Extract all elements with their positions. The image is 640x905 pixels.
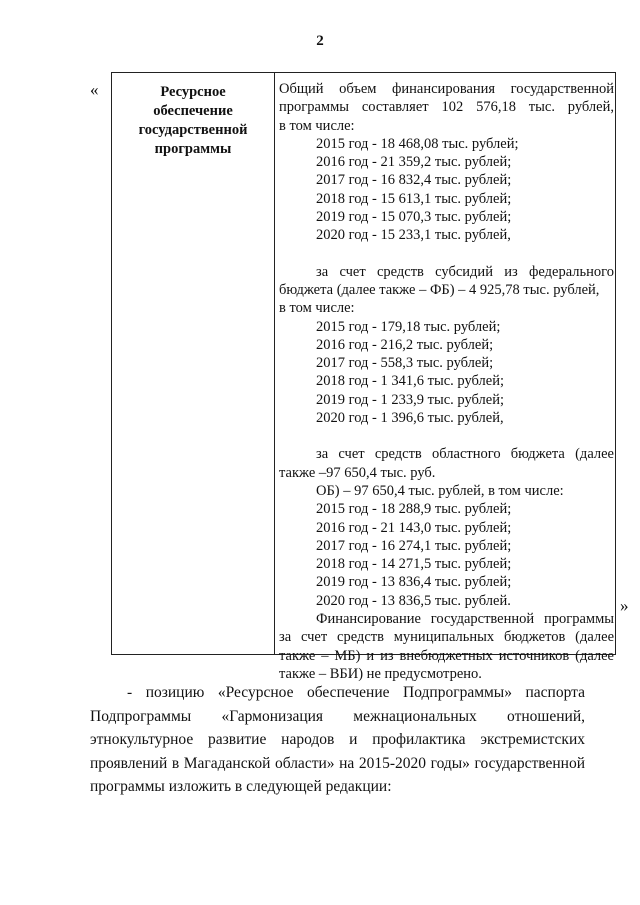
year-line: 2015 год - 18 288,9 тыс. рублей; bbox=[316, 501, 512, 518]
year-line: 2020 год - 13 836,5 тыс. рублей. bbox=[316, 592, 511, 609]
amendment-paragraph bbox=[90, 681, 585, 799]
regional-line: также –97 650,4 тыс. руб. bbox=[279, 464, 436, 481]
page-number: 2 bbox=[316, 33, 324, 49]
regional-line: ОБ) – 97 650,4 тыс. рублей, в том числе: bbox=[316, 482, 564, 499]
total-line: в том числе: bbox=[279, 117, 355, 134]
year-line: 2015 год - 179,18 тыс. рублей; bbox=[316, 318, 501, 335]
year-line: 2020 год - 15 233,1 тыс. рублей, bbox=[316, 227, 511, 244]
heading-line: программы bbox=[154, 141, 232, 157]
year-line: 2019 год - 1 233,9 тыс. рублей; bbox=[316, 391, 504, 408]
year-line: 2016 год - 21 143,0 тыс. рублей; bbox=[316, 519, 512, 536]
paragraph-line: программы изложить в следующей редакции: bbox=[90, 778, 392, 795]
closing-quote: » bbox=[620, 596, 629, 615]
year-line: 2019 год - 15 070,3 тыс. рублей; bbox=[316, 209, 512, 226]
resource-table bbox=[111, 72, 616, 682]
funding-details bbox=[279, 80, 614, 683]
municipal-line: также – МБ) и из внебюджетных источников (далее bbox=[279, 647, 614, 664]
year-line: 2018 год - 1 341,6 тыс. рублей; bbox=[316, 373, 504, 390]
year-line: 2017 год - 16 832,4 тыс. рублей; bbox=[316, 172, 512, 189]
year-line: 2015 год - 18 468,08 тыс. рублей; bbox=[316, 135, 519, 152]
resource-heading bbox=[114, 83, 272, 159]
year-line: 2018 год - 14 271,5 тыс. рублей; bbox=[316, 556, 512, 573]
municipal-line: Финансирование государственной программы bbox=[316, 611, 614, 628]
heading-line: обеспечение bbox=[153, 103, 233, 119]
year-line: 2019 год - 13 836,4 тыс. рублей; bbox=[316, 574, 512, 591]
year-line: 2016 год - 21 359,2 тыс. рублей; bbox=[316, 154, 512, 171]
year-line: 2018 год - 15 613,1 тыс. рублей; bbox=[316, 190, 512, 207]
year-line: 2017 год - 558,3 тыс. рублей; bbox=[316, 355, 494, 372]
year-line: 2017 год - 16 274,1 тыс. рублей; bbox=[316, 537, 512, 554]
regional-line: за счет средств областного бюджета (далее bbox=[316, 446, 614, 463]
paragraph-line: проявлений в Магаданской области» на 2015-2020 годы» государственной bbox=[90, 754, 585, 772]
total-line: Общий объем финансирования государственной bbox=[279, 81, 614, 97]
year-line: 2016 год - 216,2 тыс. рублей; bbox=[316, 336, 494, 353]
paragraph-line: этнокультурное развитие народов и профилактика экстремистских bbox=[90, 731, 585, 748]
municipal-line: за счет средств муниципальных бюджетов (далее bbox=[279, 629, 614, 646]
paragraph-line: Подпрограммы «Гармонизация межнациональных отношений, bbox=[90, 707, 585, 725]
paragraph-line: - позицию «Ресурсное обеспечение Подпрограммы» паспорта bbox=[127, 684, 585, 701]
federal-line: в том числе: bbox=[279, 300, 355, 317]
federal-line: бюджета (далее также – ФБ) – 4 925,78 тыс. рублей, bbox=[279, 281, 600, 298]
heading-line: государственной bbox=[138, 122, 248, 138]
municipal-line: также – ВБИ) не предусмотрено. bbox=[279, 665, 482, 682]
opening-quote: « bbox=[90, 80, 99, 99]
year-line: 2020 год - 1 396,6 тыс. рублей, bbox=[316, 410, 504, 427]
total-line: программы составляет 102 576,18 тыс. рублей, bbox=[279, 99, 614, 116]
heading-line: Ресурсное bbox=[160, 84, 226, 100]
table-divider bbox=[274, 73, 275, 654]
federal-line: за счет средств субсидий из федерального bbox=[316, 263, 614, 280]
